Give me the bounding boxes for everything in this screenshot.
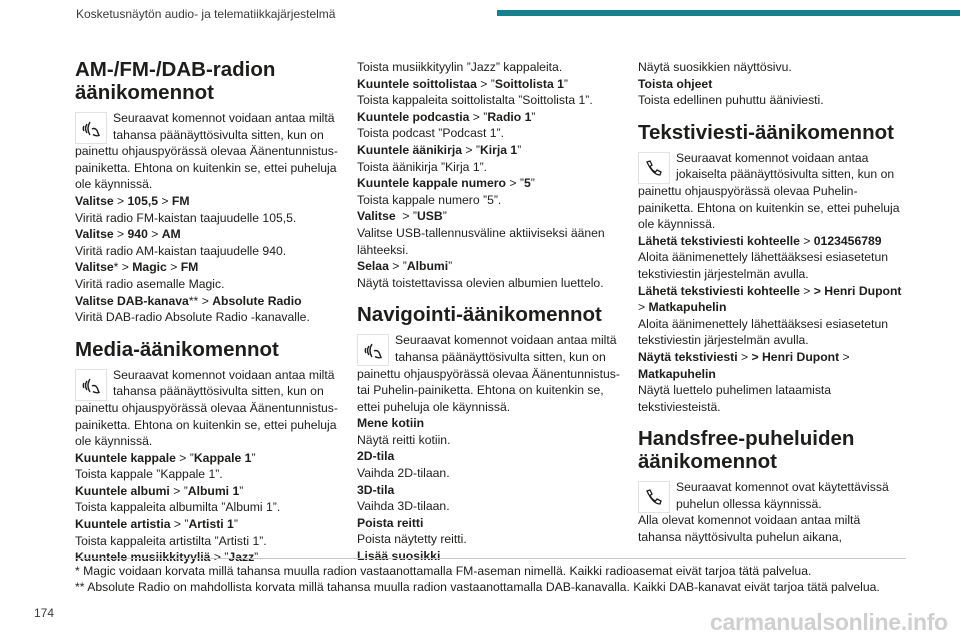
radio-cmd-1-desc: Viritä radio FM-kaistan taajuudelle 105,5. (75, 210, 297, 225)
sms-heading: Tekstiviesti-äänikomennot (638, 120, 894, 144)
cmd-part: Selaa (357, 259, 389, 274)
media-cmd-2-desc: Toista kappaleita albumilta ”Albumi 1”. (75, 500, 281, 515)
cmd-part: Albumi 1 (187, 483, 240, 498)
media-cmd-2: Kuuntele albumi > ”Albumi 1” (75, 483, 244, 498)
radio-intro-text-1: Seuraavat komennot voidaan antaa miltä tahansa päänäyttösivulta sitten, kun on (113, 111, 335, 142)
voice-command-icon (75, 112, 107, 144)
sms-cmd-2: Lähetä tekstiviesti kohteelle > > Henri Dupont > Matkapuhelin (638, 283, 902, 315)
media-cmd-10-desc: Näytä toistettavissa olevien albumien luettelo. (357, 275, 604, 290)
cmd-part: Kuuntele artistia (75, 517, 171, 532)
nav-cmd-5-desc: Näytä suosikkien näyttösivu. (638, 60, 792, 74)
nav-cmd-6-desc: Toista edellinen puhuttu ääniviesti. (638, 93, 824, 108)
radio-cmd-2-desc: Viritä radio AM-kaistan taajuudelle 940. (75, 243, 287, 258)
cmd-part: > Henri Dupont (751, 349, 840, 364)
phone-icon (638, 152, 670, 184)
media-cmd-4-desc: Toista musiikkityylin ”Jazz” kappaleita. (357, 60, 563, 74)
sms-intro (638, 150, 906, 183)
media-cmd-3-desc: Toista kappaleita artistilta ”Artisti 1”. (75, 533, 267, 548)
cmd-part: > Henri Dupont (813, 283, 902, 298)
cmd-part: Kuuntele soittolistaa (357, 76, 477, 91)
media-cmd-6-desc: Toista podcast ”Podcast 1”. (357, 126, 504, 141)
voice-command-icon (357, 334, 389, 366)
nav-cmd-1-desc: Näytä reitti kotiin. (357, 432, 451, 447)
page-number: 174 (34, 606, 55, 620)
nav-cmd-3-desc: Vaihda 3D-tilaan. (357, 499, 450, 514)
media-cmd-9-desc: Valitse USB-tallennusväline aktiiviseksi äänen lähteeksi. (357, 225, 605, 257)
cmd-part: FM (180, 260, 199, 275)
cmd-part: 0123456789 (813, 233, 882, 248)
media-cmd-7: Kuuntele äänikirja > ”Kirja 1” (357, 142, 522, 157)
cmd-part: Soittolista 1 (494, 76, 564, 91)
footnote-marker: ** (188, 293, 199, 308)
nav-heading: Navigointi-äänikomennot (357, 303, 602, 327)
cmd-part: Lähetä tekstiviesti kohteelle (638, 233, 800, 248)
radio-intro (75, 110, 343, 143)
watermark: carmanualsonline.info (710, 609, 948, 635)
radio-cmd-2: Valitse > 940 > AM (75, 227, 181, 242)
handsfree-intro (638, 479, 906, 512)
running-header: Kosketusnäytön audio- ja telematiikkajärjestelmä (76, 7, 336, 21)
cmd-part: Valitse (357, 209, 396, 224)
cmd-part: 5 (523, 176, 531, 191)
media-intro-text-1: Seuraavat komennot voidaan antaa miltä tahansa päänäyttösivulta sitten, kun on (113, 367, 335, 399)
cmd-part: Matkapuhelin (638, 366, 716, 381)
header-accent-bar (497, 10, 960, 16)
radio-cmd-3-desc: Viritä radio asemalle Magic. (75, 276, 225, 291)
cmd-part: 105,5 (127, 193, 159, 208)
cmd-part: FM (171, 193, 190, 208)
media-cmd-9: Valitse > ”USB” (357, 209, 447, 224)
media-cmd-7-desc: Toista äänikirja ”Kirja 1”. (357, 159, 488, 174)
footnote-2: ** Absolute Radio on mahdollista korvata millä tahansa muulla radion vastaanottamalla DAB-kanavalla. Kaikki DAB-kanavat eivät tarjoa tätä palvelua. (75, 580, 880, 594)
radio-cmd-4: Valitse DAB-kanava** > Absolute Radio (75, 293, 302, 308)
media-heading: Media-äänikomennot (75, 337, 279, 361)
sms-cmd-3-desc: Näytä luettelo puhelimen lataamista tekstiviesteistä. (638, 383, 832, 414)
media-cmd-5-desc: Toista kappaleita soittolistalta ”Soittolista 1”. (357, 93, 593, 108)
nav-cmd-6: Toista ohjeet (638, 76, 713, 91)
radio-cmd-3: Valitse* > Magic > FM (75, 260, 199, 275)
cmd-part: Näytä tekstiviesti (638, 349, 738, 364)
sms-cmd-1: Lähetä tekstiviesti kohteelle > 0123456789 (638, 233, 882, 248)
nav-cmd-4-desc: Poista näytetty reitti. (357, 532, 467, 547)
nav-cmd-1: Mene kotiin (357, 416, 425, 431)
media-cmd-5: Kuuntele soittolistaa > ”Soittolista 1” (357, 76, 568, 91)
footnote-marker: * (113, 260, 119, 275)
cmd-part: 940 (127, 227, 148, 242)
radio-cmd-1: Valitse > 105,5 > FM (75, 193, 190, 208)
cmd-part: Jazz (228, 550, 255, 565)
radio-intro-text-2: painettu ohjauspyörässä olevaa Äänentunnistus-painiketta. Ehtona on kuitenkin se, ettei puheluja ole käynnissä. (75, 144, 338, 192)
cmd-part: USB (416, 209, 443, 224)
phone-icon (638, 481, 670, 513)
nav-cmd-4: Poista reitti (357, 515, 424, 530)
cmd-part: Magic (132, 260, 167, 275)
cmd-part: Kappale 1 (193, 450, 252, 465)
cmd-part: Artisti 1 (188, 517, 234, 532)
column-1 (75, 58, 343, 566)
nav-intro-text-2: painettu ohjauspyörässä olevaa Äänentunnistus-tai Puhelin-painiketta. Ehtona on kuitenkin se, ettei puheluja ole käynnissä. (357, 366, 620, 414)
handsfree-heading: Handsfree-puheluiden äänikomennot (638, 427, 855, 474)
media-cmd-8: Kuuntele kappale numero > ”5” (357, 176, 535, 191)
media-cmd-4: Kuuntele musiikkityyliä > ”Jazz” (75, 550, 259, 565)
cmd-part: Lähetä tekstiviesti kohteelle (638, 283, 800, 298)
cmd-part: Valitse (75, 193, 114, 208)
cmd-part: Kuuntele äänikirja (357, 142, 462, 157)
cmd-part: Kuuntele kappale numero (357, 176, 506, 191)
radio-cmd-4-desc: Viritä DAB-radio Absolute Radio -kanavalle. (75, 310, 310, 325)
cmd-part: Kuuntele albumi (75, 483, 170, 498)
cmd-part: Absolute Radio (212, 293, 302, 308)
sms-cmd-3: Näytä tekstiviesti > > Henri Dupont > Matkapuhelin (638, 349, 850, 381)
media-cmd-1: Kuuntele kappale > ”Kappale 1” (75, 450, 256, 465)
media-cmd-6: Kuuntele podcastia > ”Radio 1” (357, 109, 536, 124)
nav-cmd-2-desc: Vaihda 2D-tilaan. (357, 466, 450, 481)
nav-cmd-2: 2D-tila (357, 449, 395, 464)
media-cmd-3: Kuuntele artistia > ”Artisti 1” (75, 517, 238, 532)
nav-cmd-5: Lisää suosikki (357, 549, 441, 564)
nav-intro (357, 332, 625, 365)
radio-heading: AM-/FM-/DAB-radion äänikomennot (75, 58, 276, 104)
cmd-part: Kuuntele podcastia (357, 109, 470, 124)
media-cmd-10: Selaa > ”Albumi” (357, 259, 453, 274)
cmd-part: Valitse DAB-kanava (75, 293, 189, 308)
footnote-1: * Magic voidaan korvata millä tahansa muulla radion vastaanottamalla FM-aseman nimellä. Kaikki radioasemat eivät tarjoa tätä palvelua. (75, 564, 812, 578)
media-cmd-1-desc: Toista kappale ”Kappale 1”. (75, 467, 223, 482)
voice-command-icon (75, 369, 107, 401)
cmd-part: Valitse (75, 260, 114, 275)
footnote-divider (75, 558, 906, 559)
column-3 (638, 59, 906, 546)
cmd-part: Kuuntele kappale (75, 450, 176, 465)
media-intro (75, 367, 343, 400)
media-cmd-8-desc: Toista kappale numero ”5”. (357, 192, 502, 207)
nav-intro-text-1: Seuraavat komennot voidaan antaa miltä tahansa päänäyttösivulta sitten, kun on (395, 333, 617, 364)
cmd-part: Kirja 1 (479, 142, 518, 157)
handsfree-intro-text-2: Alla olevat komennot voidaan antaa miltä tahansa näyttösivulta puhelun aikana, (638, 513, 861, 545)
handsfree-intro-text-1: Seuraavat komennot ovat käytettävissä puhelun ollessa käynnissä. (676, 480, 889, 511)
sms-intro-text-1: Seuraavat komennot voidaan antaa jokaiselta päänäyttösivulta sitten, kun on (676, 150, 895, 182)
sms-cmd-1-desc: Aloita äänimenettely lähettääksesi esiasetetun tekstiviestin järjestelmän avulla. (638, 250, 888, 281)
cmd-part: Matkapuhelin (648, 300, 727, 315)
cmd-part: Albumi (406, 259, 449, 274)
column-2 (357, 59, 625, 565)
cmd-part: Radio 1 (487, 109, 532, 124)
sms-cmd-2-desc: Aloita äänimenettely lähettääksesi esiasetetun tekstiviestin järjestelmän avulla. (638, 316, 888, 348)
nav-cmd-3: 3D-tila (357, 482, 395, 497)
sms-intro-text-2: painettu ohjauspyörässä olevaa Puhelin-painiketta. Ehtona on kuitenkin se, ettei puheluja ole käynnissä. (638, 183, 900, 232)
cmd-part: Valitse (75, 227, 114, 242)
media-intro-text-2: painettu ohjauspyörässä olevaa Äänentunnistus-painiketta. Ehtona on kuitenkin se, ettei puheluja ole käynnissä. (75, 400, 338, 449)
cmd-part: Kuuntele musiikkityyliä (75, 550, 211, 565)
cmd-part: AM (161, 227, 181, 242)
